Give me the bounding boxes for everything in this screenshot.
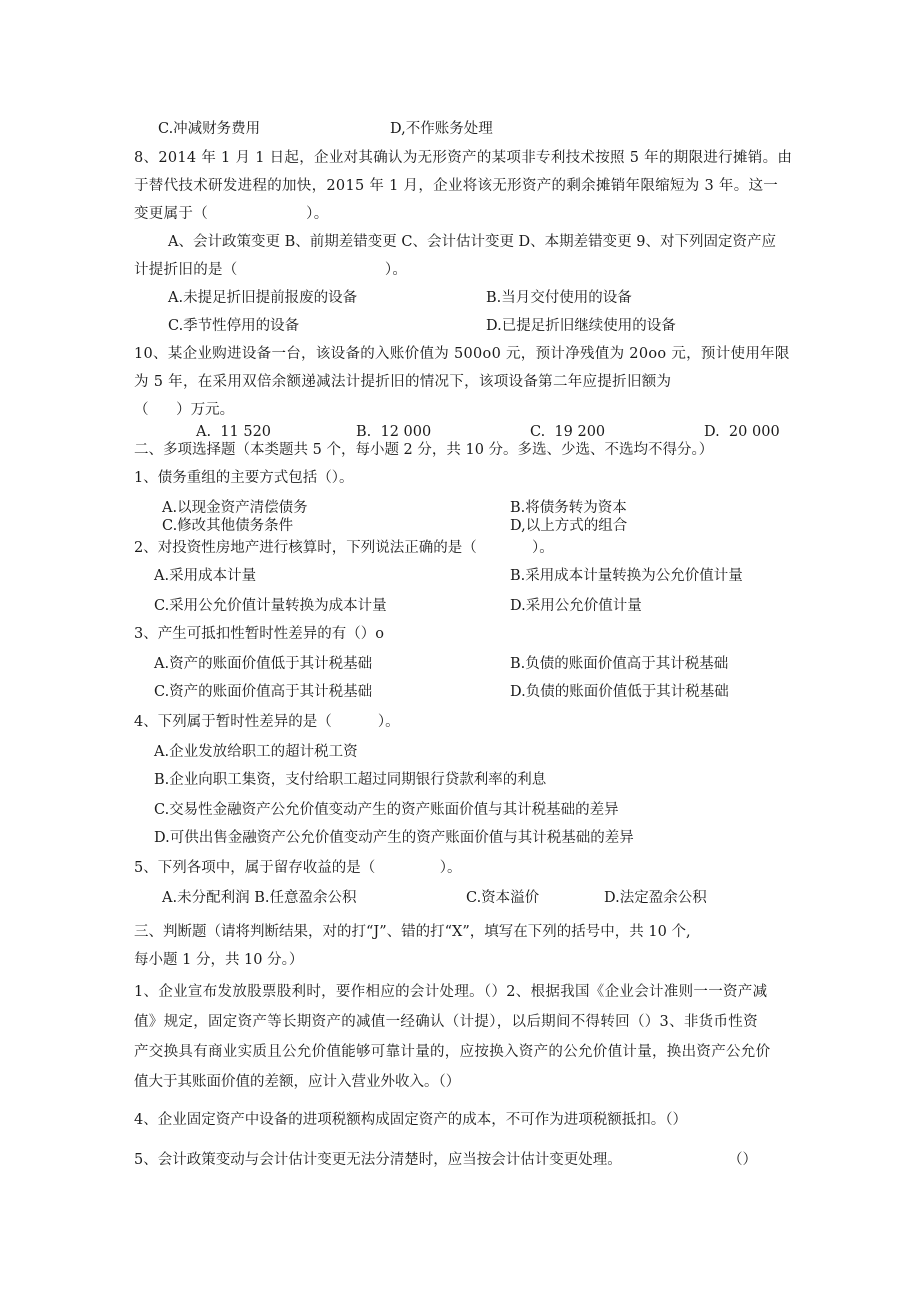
s3-para-line4: 值大于其账面价值的差额，应计入营业外收入。（） [134,1074,461,1090]
s2-q5-option-c: C.资本溢价 [466,890,540,906]
q10-line3: （ ）万元。 [134,402,235,418]
s2-q4-option-c: C.交易性金融资产公允价值变动产生的资产账面价值与其计税基础的差异 [154,802,619,818]
s2-q3-option-a: A.资产的账面价值低于其计税基础 [154,656,373,672]
s2-q3-stem: 3、产生可抵扣性暂时性差异的有（）o [134,626,384,642]
s2-q3-option-b: B.负债的账面价值高于其计税基础 [510,656,729,672]
q9-option-a: A.未提足折旧提前报废的设备 [168,290,358,306]
s3-para-line3: 产交换具有商业实质且公允价值能够可靠计量的，应按换入资产的公允价值计量，换出资产公允价 [134,1044,771,1060]
s2-q1-option-c: C.修改其他债务条件 [162,518,294,534]
q8-line2: 于替代技术研发进程的加快，2015 年 1 月，企业将该无形资产的剩余摊销年限缩短为 3 年。这一 [134,178,779,194]
q8-line1: 8、2014 年 1 月 1 日起，企业对其确认为无形资产的某项非专利技术按照 5 年的期限进行摊销。由 [134,150,793,166]
s2-q4-option-d: D.可供出售金融资产公允价值变动产生的资产账面价值与其计税基础的差异 [154,830,634,846]
s2-q3-option-d: D.负债的账面价值低于其计税基础 [510,684,729,700]
s2-q3-option-c: C.资产的账面价值高于其计税基础 [154,684,373,700]
q9-option-c: C.季节性停用的设备 [168,318,300,334]
section3-heading-line2: 每小题 1 分，共 10 分。） [134,952,304,968]
s2-q4-option-b: B.企业向职工集资，支付给职工超过同期银行贷款利率的利息 [154,772,547,788]
s2-q1-option-b: B.将债务转为资本 [510,500,627,516]
s2-q4-option-a: A.企业发放给职工的超计税工资 [154,744,358,760]
q9-stem-line2: 计提折旧的是（ ）。 [134,262,408,278]
s3-para-line1: 1、企业宣布发放股票股利时，要作相应的会计处理。（）2、根据我国《企业会计准则一一资产减 [134,984,768,1000]
q9-option-d: D.已提足折旧继续使用的设备 [486,318,676,334]
s2-q4-stem: 4、下列属于暂时性差异的是（ ）。 [134,714,400,730]
s2-q5-stem: 5、下列各项中，属于留存收益的是（ ）。 [134,860,462,876]
s3-q5-bracket: （） [728,1152,757,1168]
s2-q5-option-d: D.法定盈余公积 [604,890,707,906]
s2-q2-option-c: C.采用公允价值计量转换为成本计量 [154,598,387,614]
q10-option-a: A. 11 520 [196,424,272,440]
s2-q2-option-d: D.采用公允价值计量 [510,598,642,614]
s2-q1-stem: 1、债务重组的主要方式包括（）。 [134,470,354,486]
s2-q2-option-a: A.采用成本计量 [154,568,257,584]
q10-line1: 10、某企业购进设备一台，该设备的入账价值为 500o0 元，预计净残值为 20oo 元，预计使用年限 [134,346,790,362]
s2-q5-option-ab: A.未分配利润 B.任意盈余公积 [162,890,357,906]
s2-q2-option-b: B.采用成本计量转换为公允价值计量 [510,568,743,584]
q10-option-c: C. 19 200 [530,424,606,440]
s2-q2-stem: 2、对投资性房地产进行核算时，下列说法正确的是（ ）。 [134,540,554,556]
s2-q1-option-d: D,以上方式的组合 [510,518,628,534]
section2-heading: 二、多项选择题（本类题共 5 个，每小题 2 分，共 10 分。多选、少选、不选均不得分。） [134,442,714,458]
s3-para-line2: 值》规定，固定资产等长期资产的减值一经确认（计提），以后期间不得转回（）3、非货币性资 [134,1014,758,1030]
s3-q4: 4、企业固定资产中设备的进项税额构成固定资产的成本，不可作为进项税额抵扣。（） [134,1112,687,1128]
q10-option-b: B. 12 000 [356,424,432,440]
q10-line2: 为 5 年，在采用双倍余额递减法计提折旧的情况下，该项设备第二年应提折旧额为 [134,374,672,390]
s2-q1-option-a: A.以现金资产清偿债务 [162,500,308,516]
q7-option-c: C.冲减财务费用 [158,121,261,137]
q7-option-d: D,不作账务处理 [390,121,493,137]
section3-heading-line1: 三、判断题（请将判断结果，对的打“J”、错的打“X”，填写在下列的括号中，共 10 个, [134,924,691,940]
q9-option-b: B.当月交付使用的设备 [486,290,632,306]
q10-option-d: D. 20 000 [704,424,780,440]
q8-line3: 变更属于（ ）。 [134,206,329,222]
s3-q5: 5、会计政策变动与会计估计变更无法分清楚时，应当按会计估计变更处理。 [134,1152,622,1168]
q8-options-q9-stem: A、会计政策变更 B、前期差错变更 C、会计估计变更 D、本期差错变更 9、对下列固定资产应 [168,234,777,250]
